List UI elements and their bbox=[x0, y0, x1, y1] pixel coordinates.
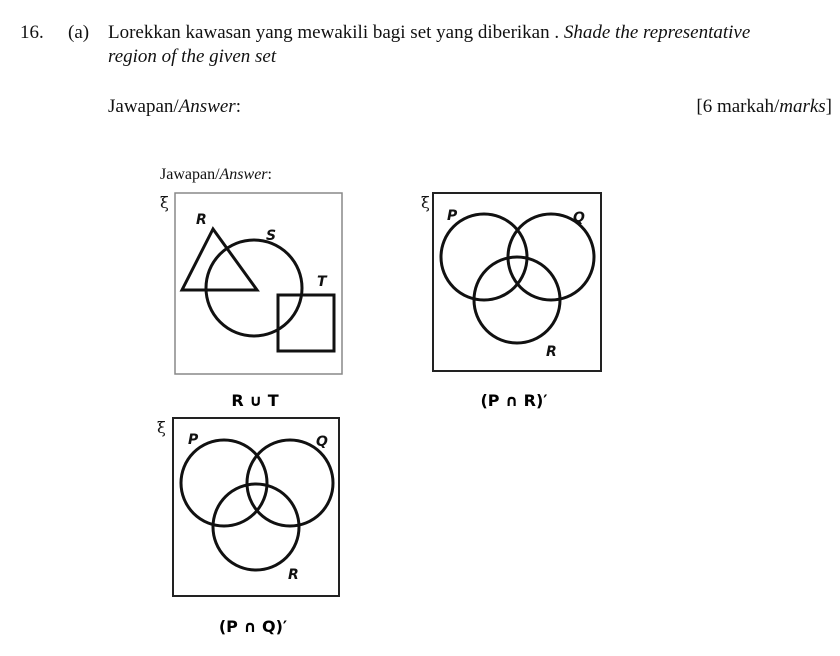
answer-label-english: Answer bbox=[178, 96, 236, 117]
diagram-answer-colon: : bbox=[267, 166, 272, 183]
diagram-caption: (P ∩ Q)′ bbox=[218, 617, 288, 636]
set-r-label: R bbox=[288, 567, 299, 583]
marks-english: marks bbox=[779, 96, 826, 117]
marks-close: ] bbox=[825, 96, 832, 117]
universal-set-symbol: ξ bbox=[421, 193, 430, 212]
diagram-caption: (P ∩ R)′ bbox=[480, 391, 548, 410]
set-s-label: S bbox=[266, 228, 277, 244]
set-t-label: T bbox=[317, 274, 327, 290]
set-q-label: Q bbox=[316, 434, 328, 450]
set-r-label: R bbox=[546, 344, 557, 360]
question-text-line-2: region of the given set bbox=[108, 46, 277, 67]
set-p-label: P bbox=[447, 208, 458, 224]
venn-diagram-p-intersect-r-complement bbox=[421, 193, 601, 410]
universal-set-symbol: ξ bbox=[157, 418, 166, 437]
venn-diagram-r-union-t bbox=[160, 193, 342, 410]
diagram-caption: R ∪ T bbox=[231, 391, 279, 410]
set-p-label: P bbox=[188, 432, 199, 448]
diagram-answer-english: Answer bbox=[219, 166, 268, 183]
answer-label-malay: Jawapan/ bbox=[108, 96, 179, 117]
set-q-label: Q bbox=[573, 210, 585, 226]
venn-diagram-p-intersect-q-complement bbox=[157, 418, 339, 636]
answer-label-colon: : bbox=[235, 96, 241, 117]
question-part: (a) bbox=[68, 22, 90, 43]
diagram-answer-malay: Jawapan/ bbox=[160, 166, 220, 183]
question-number: 16. bbox=[20, 22, 44, 43]
set-r-triangle bbox=[182, 229, 257, 290]
question-text-english: Shade the representative bbox=[563, 22, 751, 43]
question-text-malay: Lorekkan kawasan yang mewakili bagi set yang diberikan . bbox=[108, 22, 564, 43]
set-r-label: R bbox=[196, 212, 207, 228]
marks-malay: [6 markah/ bbox=[696, 96, 780, 117]
universal-set-symbol: ξ bbox=[160, 193, 169, 212]
